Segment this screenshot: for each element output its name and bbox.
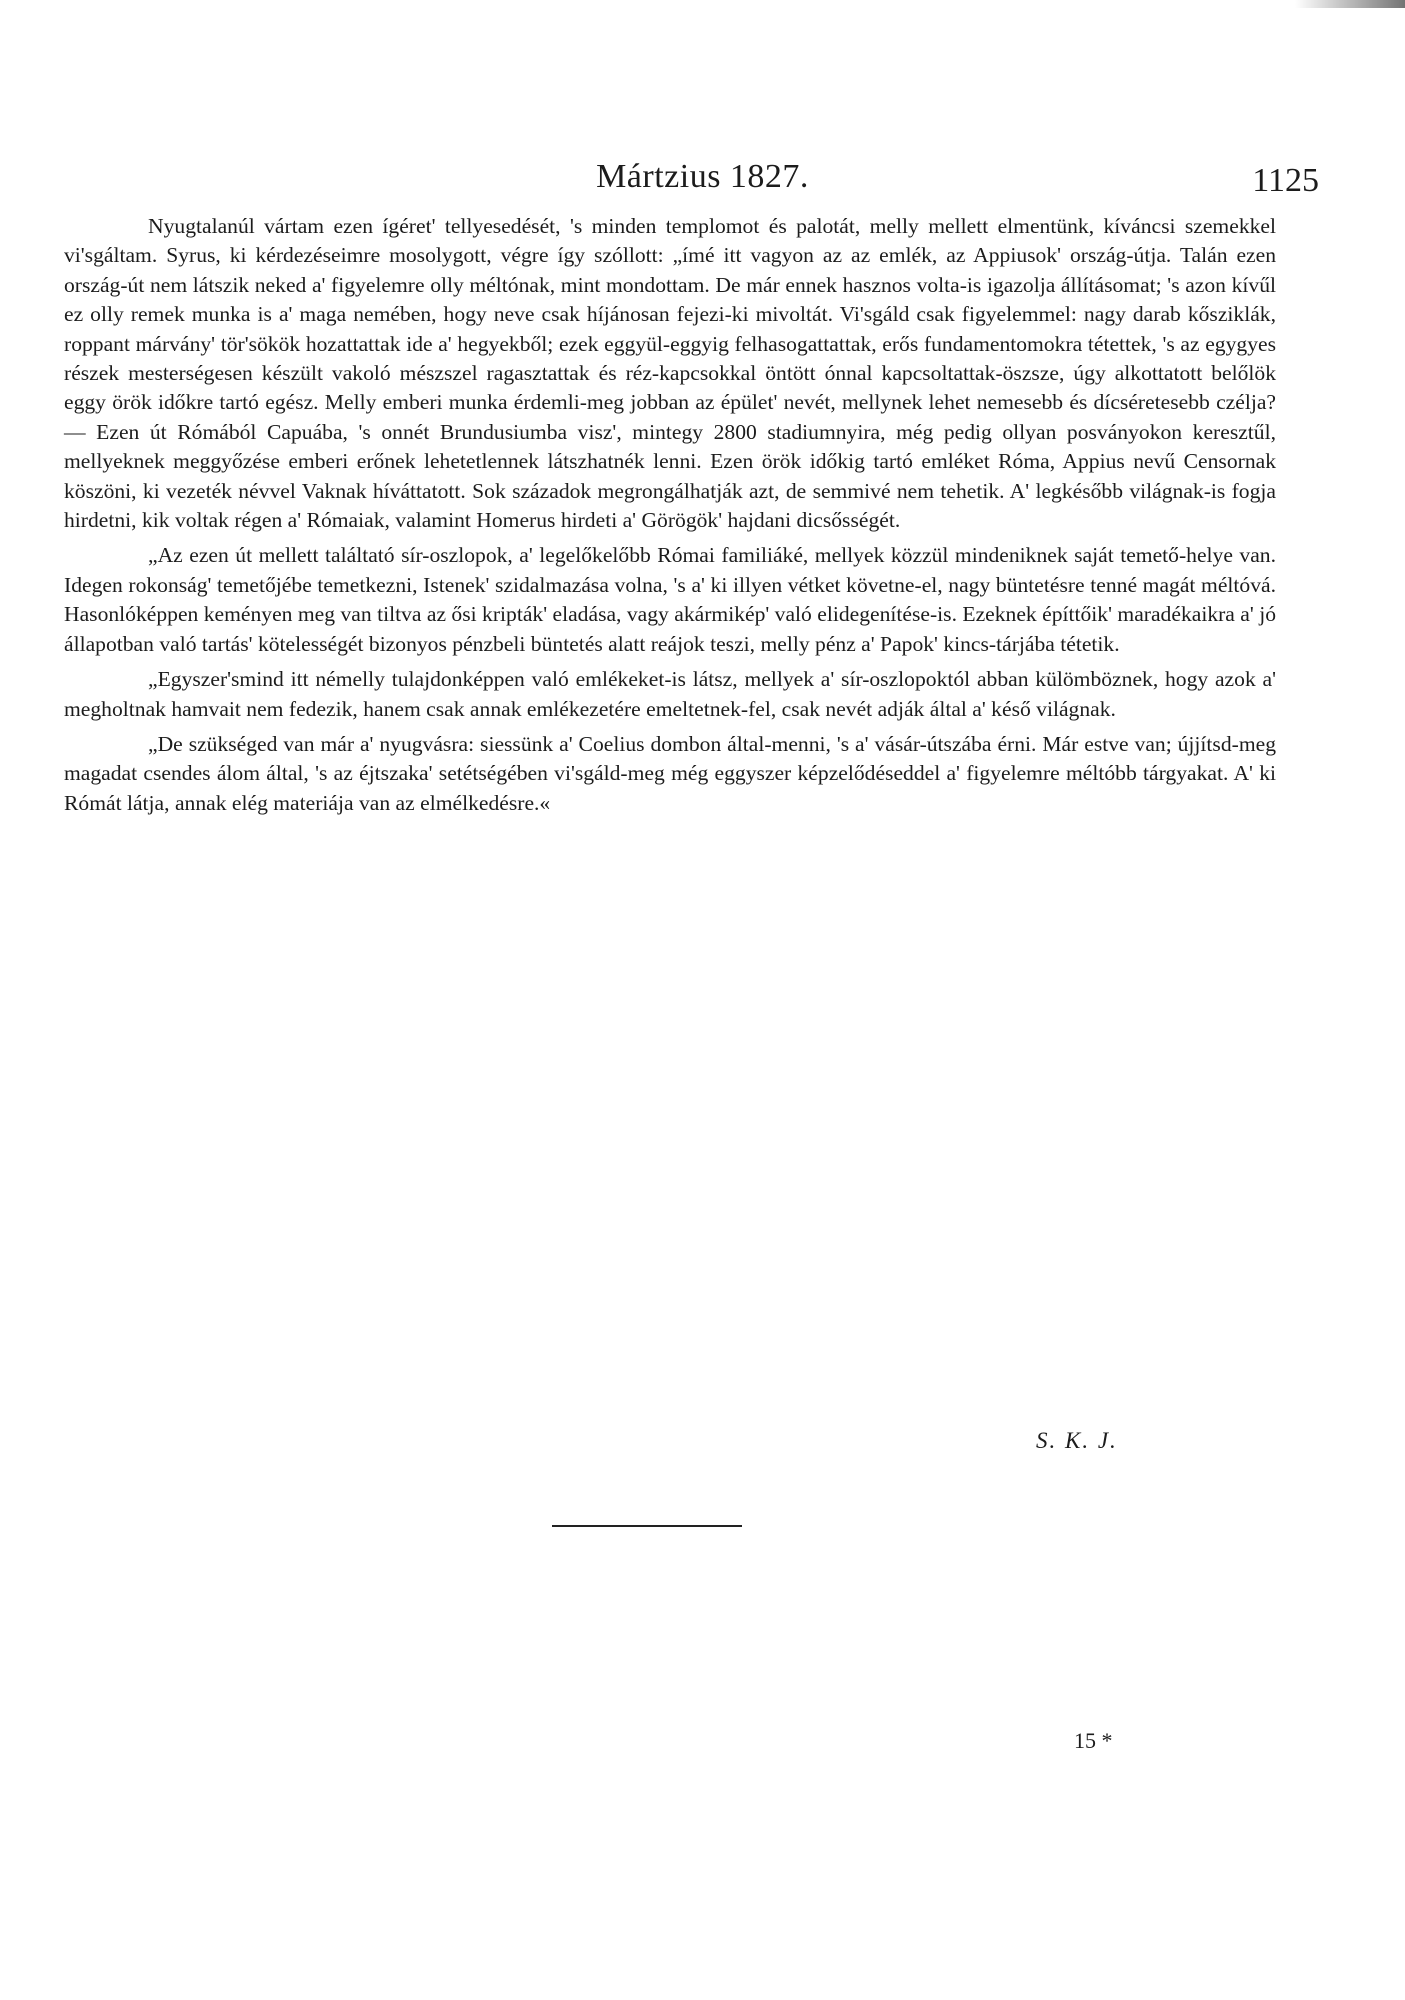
paragraph-2: „Az ezen út mellett találtató sír-oszlopok, a' legelőkelőbb Római familiáké, mellyek közzül mindeniknek saját temető-helye van. Idegen rokonság' temetőjébe temetkezni, Istenek' szidalmazása volna, 's a' ki illyen vétket követne-el, nagy büntetésre tenné magát méltóvá. Hasonlóképpen keményen meg van tiltva az ősi kripták' eladása, vagy akármikép' való elidegenítése-is. Ezeknek építtőik' maradékaikra a' jó állapotban való tartás' kötelességét bizonyos pénzbeli büntetés alatt reájok teszi, melly pénz a' Papok' kincs-tárjába tétetik. xyxy=(64,543,1276,656)
running-head: Mártzius 1827. xyxy=(596,158,809,195)
printer-signature-mark: 15 * xyxy=(1074,1728,1113,1753)
scan-edge-shadow xyxy=(1295,0,1405,8)
section-rule xyxy=(552,1525,742,1527)
page-number: 1125 xyxy=(1252,162,1319,199)
body-text xyxy=(64,212,1276,818)
page-header xyxy=(60,158,1345,206)
paragraph-4: „De szükséged van már a' nyugvásra: siessünk a' Coelius dombon által-menni, 's a' vásár-útszába érni. Már estve van; újjítsd-meg magadat csendes álom által, 's az éjtszaka' setétségében vi'sgáld-meg még eggyszer képzelődéseddel a' figyelemre méltóbb tárgyakat. A' ki Rómát látja, annak elég materiája van az elmélkedésre.« xyxy=(64,731,1276,815)
author-signature: S. K. J. xyxy=(1036,1428,1118,1453)
paragraph-1: Nyugtalanúl vártam ezen ígéret' tellyesedését, 's minden templomot és palotát, melly mellett elmentünk, kíváncsi szemekkel vi'sgáltam. Syrus, ki kérdezéseimre mosolygott, végre így szóllott: „ímé itt vagyon az az emlék, az Appiusok' ország-útja. Talán ezen ország-út nem látszik neked a' figyelemre olly méltónak, mint mondottam. De már ennek hasznos volta-is igazolja állításomat; 's azon kívűl ez olly remek munka is a' maga nemében, hogy neve csak híjánosan fejezi-ki mivoltát. Vi'sgáld csak figyelemmel: nagy darab kősziklák, roppant márvány' tör'sökök hozattattak ide a' hegyekből; ezek eggyül-eggyig felhasogattattak, erős fundamentomokra tétettek, 's az egygyes részek mesterségesen készült vakoló mészszel ragasztattak és réz-kapcsokkal öntött ónnal kapcsoltattak-öszsze, úgy alkottatott belőlök eggy örök időkre tartó egész. Melly emberi munka érdemli-meg jobban az épület' nevét, mellynek lehet nemesebb és dícséretesebb czélja? — Ezen út Rómából Capuába, 's onnét Brundusiumba visz', mintegy 2800 stadiumnyira, még pedig ollyan posványokon keresztűl, mellyeknek meggyőzése emberi erőnek lehetetlennek látszhatnék lenni. Ezen örök időkig tartó emléket Róma, Appius nevű Censornak köszöni, ki vezeték névvel Vaknak híváttatott. Sok századok megrongálhatják azt, de semmivé nem tehetik. A' legkésőbb világnak-is fogja hirdetni, kik voltak régen a' Rómaiak, valamint Homerus hirdeti a' Görögök' hajdani dicsősségét. xyxy=(64,214,1276,533)
paragraph-3: „Egyszer'smind itt némelly tulajdonképpen való emlékeket-is látsz, mellyek a' sír-oszlopoktól abban külömböznek, hogy azok a' megholtnak hamvait nem fedezik, hanem csak annak emlékezetére emeltetnek-fel, csak nevét adják által a' késő világnak. xyxy=(64,667,1276,721)
